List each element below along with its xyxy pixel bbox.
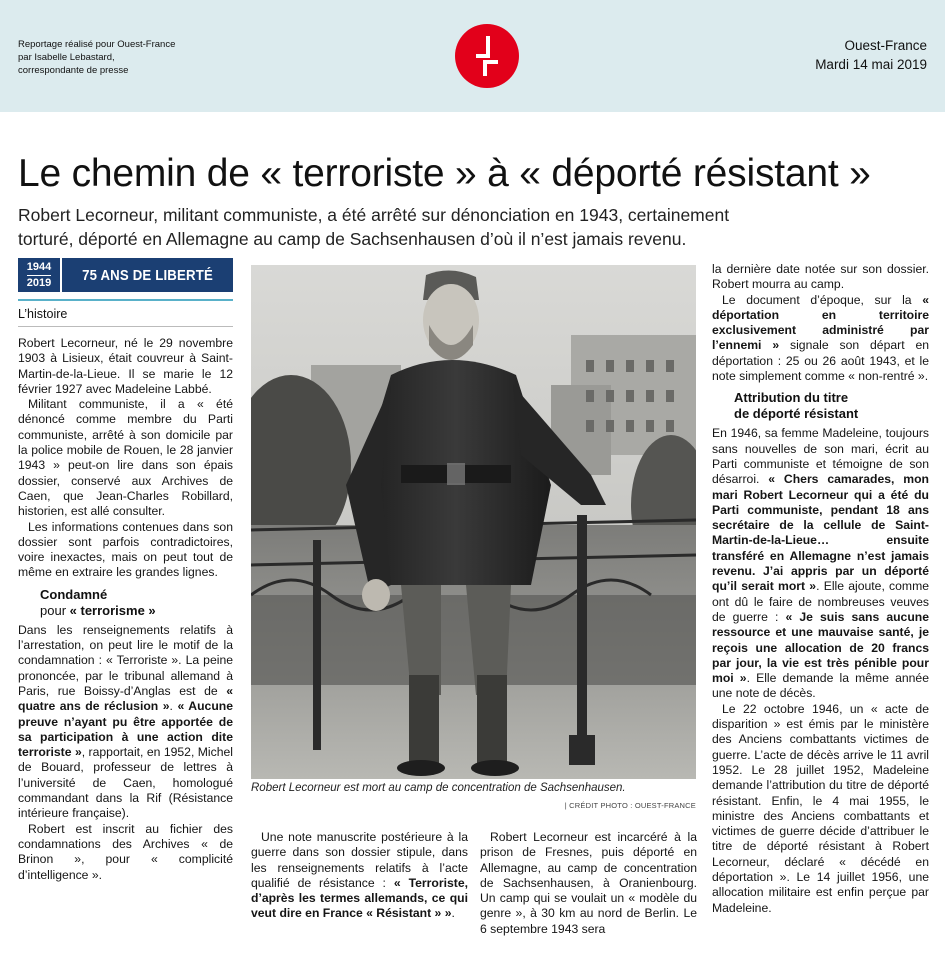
subheading-line: de déporté résistant xyxy=(734,406,859,422)
text-run: , rapportait, en 1952, Michel de Bouard, professeur de lettres à l’université de Caen, homologué commandant dans la Rif (Résistance intérieure française). xyxy=(18,745,233,821)
paragraph xyxy=(712,426,929,701)
text-run: Une note manuscrite postérieure à la guerre dans son dossier stipule, dans les renseignements relatifs à l’acte qualifié de résistance : xyxy=(251,830,468,890)
paragraph: Robert Lecorneur, né le 29 novembre 1903 à Lisieux, était couvreur à Saint-Martin-de-la-Lieue. Il se marie le 12 février 1927 avec Madeleine Labbé. xyxy=(18,336,233,396)
lede-line: torturé, déporté en Allemagne au camp de Sachsenhausen d’où il n’est jamais revenu. xyxy=(18,229,687,249)
text-run: Dans les renseignements relatifs à l’arrestation, on peut lire le motif de la condamnation : « Terroriste ». La peine prononcée, par le tribunal allemand à Paris, rue Boissy-d’Anglas est de xyxy=(18,622,233,698)
subheading-word: « terrorisme » xyxy=(69,602,156,618)
year-start: 1944 xyxy=(27,260,51,276)
paragraph: Les informations contenues dans son dossier sont parfois contradictoires, voire inexactes, mais on peut tout de même en extraire les grandes lignes. xyxy=(18,519,233,580)
text-run: . Elle ajoute, comme ont dû le faire de nombreuses veuves de guerre : xyxy=(712,579,929,624)
column-2 xyxy=(251,830,468,922)
section-rule xyxy=(18,299,233,301)
subheading-line: Attribution du titre xyxy=(734,390,849,406)
column-1 xyxy=(18,336,233,883)
text-run-bold: « quatre ans de réclusion » xyxy=(18,683,233,714)
paper-name: Ouest-France xyxy=(844,38,927,53)
paragraph xyxy=(251,830,468,922)
paragraph: Robert est inscrit au fichier des condamnations des Archives « de Brinon », pour « complicité d’intelligence ». xyxy=(18,821,233,882)
reporter-credit xyxy=(18,38,175,77)
text-run-bold: « déportation en territoire exclusivement administré par l’ennemi » xyxy=(712,292,929,353)
subheading xyxy=(40,587,233,619)
paragraph: la dernière date notée sur son dossier. Robert mourra au camp. xyxy=(712,262,929,292)
credit-line: par Isabelle Lebastard, xyxy=(18,52,115,63)
article-photo xyxy=(251,265,696,779)
text-run-bold: « Terroriste, d’après les termes allemands, ce qui veut dire en France « Résistant » » xyxy=(251,875,468,921)
column-4 xyxy=(712,262,929,916)
text-run: En 1946, sa femme Madeleine, toujours sans nouvelles de son mari, écrit au Parti communiste et témoigne de son désarroi. xyxy=(712,426,929,487)
paragraph xyxy=(18,623,233,822)
paragraph: Le 22 octobre 1946, un « acte de disparition » est émis par le ministère des Anciens combattants victimes de guerre. L’acte de décès arrive le 11 avril 1952. Le 28 juillet 1952, Madeleine demande l’attribution du titre de déporté résistant. Enfin, le 4 mai 1955, le ministre des Anciens combattants et victimes de guerre décide d’attribuer le titre de déporté résistant à Robert Lecorneur, déclaré « décédé en déportation ». Le 14 juillet 1956, une allocation militaire est enfin perçue par Madeleine. xyxy=(712,701,929,915)
credit-line: Reportage réalisé pour Ouest-France xyxy=(18,39,176,50)
section-divider xyxy=(18,326,233,327)
subheading-line: Condamné xyxy=(40,586,108,602)
text-run-bold: « Aucune preuve n’ayant pu être apportée de sa participation à une action dite terroriste » xyxy=(18,699,233,760)
text-run: . xyxy=(169,699,173,714)
year-range xyxy=(18,258,62,292)
soldier-photo-image xyxy=(251,265,696,779)
paragraph: Militant communiste, il a « été dénoncé comme membre du Parti communiste, arrêté à son domicile par la police mobile de Rouen, le 28 janvier 1943 » peut-on lire dans son épais dossier, conservé aux Archives de Caen, que Jean-Charles Robillard, historien, est allé consulter. xyxy=(18,397,233,519)
column-3 xyxy=(480,830,697,937)
text-run: Le document d’époque, sur la xyxy=(722,292,912,307)
article-lede xyxy=(18,203,918,251)
text-run: . xyxy=(451,906,455,921)
article-headline: Le chemin de « terroriste » à « déporté résistant » xyxy=(18,152,871,195)
anniversary-banner xyxy=(18,258,233,292)
publication-date: Mardi 14 mai 2019 xyxy=(815,57,927,72)
section-label: L’histoire xyxy=(18,307,68,321)
ouest-france-logo-icon xyxy=(455,24,519,88)
subheading xyxy=(734,390,929,422)
text-run: . Elle demande la même année une note de décès. xyxy=(712,671,929,701)
anniversary-title: 75 ANS DE LIBERTÉ xyxy=(82,266,213,284)
paragraph xyxy=(712,293,929,385)
text-run-bold: « Je suis sans aucune ressource et une mauvaise santé, je reçois une allocation de 20 francs par jour, la vie est très pénible pour moi » xyxy=(712,609,929,686)
credit-line: correspondante de presse xyxy=(18,65,129,76)
lede-line: Robert Lecorneur, militant communiste, a été arrêté sur dénonciation en 1943, certainement xyxy=(18,205,730,225)
text-run-bold: « Chers camarades, mon mari Robert Lecorneur qui a été du Parti communiste, pendant 18 ans secrétaire de la cellule de Saint-Martin-de-la-Lieue… ensuite transféré en Allemagne n’est jamais revenu. J’ai appris par un déporté qu’il serait mort » xyxy=(712,472,929,594)
subheading-word: pour xyxy=(40,602,67,618)
publication-info xyxy=(815,36,927,74)
photo-caption: Robert Lecorneur est mort au camp de concentration de Sachsenhausen. xyxy=(251,782,626,794)
year-end: 2019 xyxy=(26,277,52,289)
header-banner xyxy=(0,0,945,112)
text-run: signale son départ en déportation : 25 ou 26 août 1943, et le note simplement comme « non-rentré ». xyxy=(712,338,930,384)
paragraph: Robert Lecorneur est incarcéré à la prison de Fresnes, puis déporté en Allemagne, au camp de concentration de Sachsenhausen, à Oranienbourg. Un camp qui se voulait un « modèle du genre », à 30 km au nord de Berlin. Le 6 septembre 1943 sera xyxy=(480,830,697,936)
photo-credit: | CRÉDIT PHOTO : OUEST-FRANCE xyxy=(564,801,696,810)
